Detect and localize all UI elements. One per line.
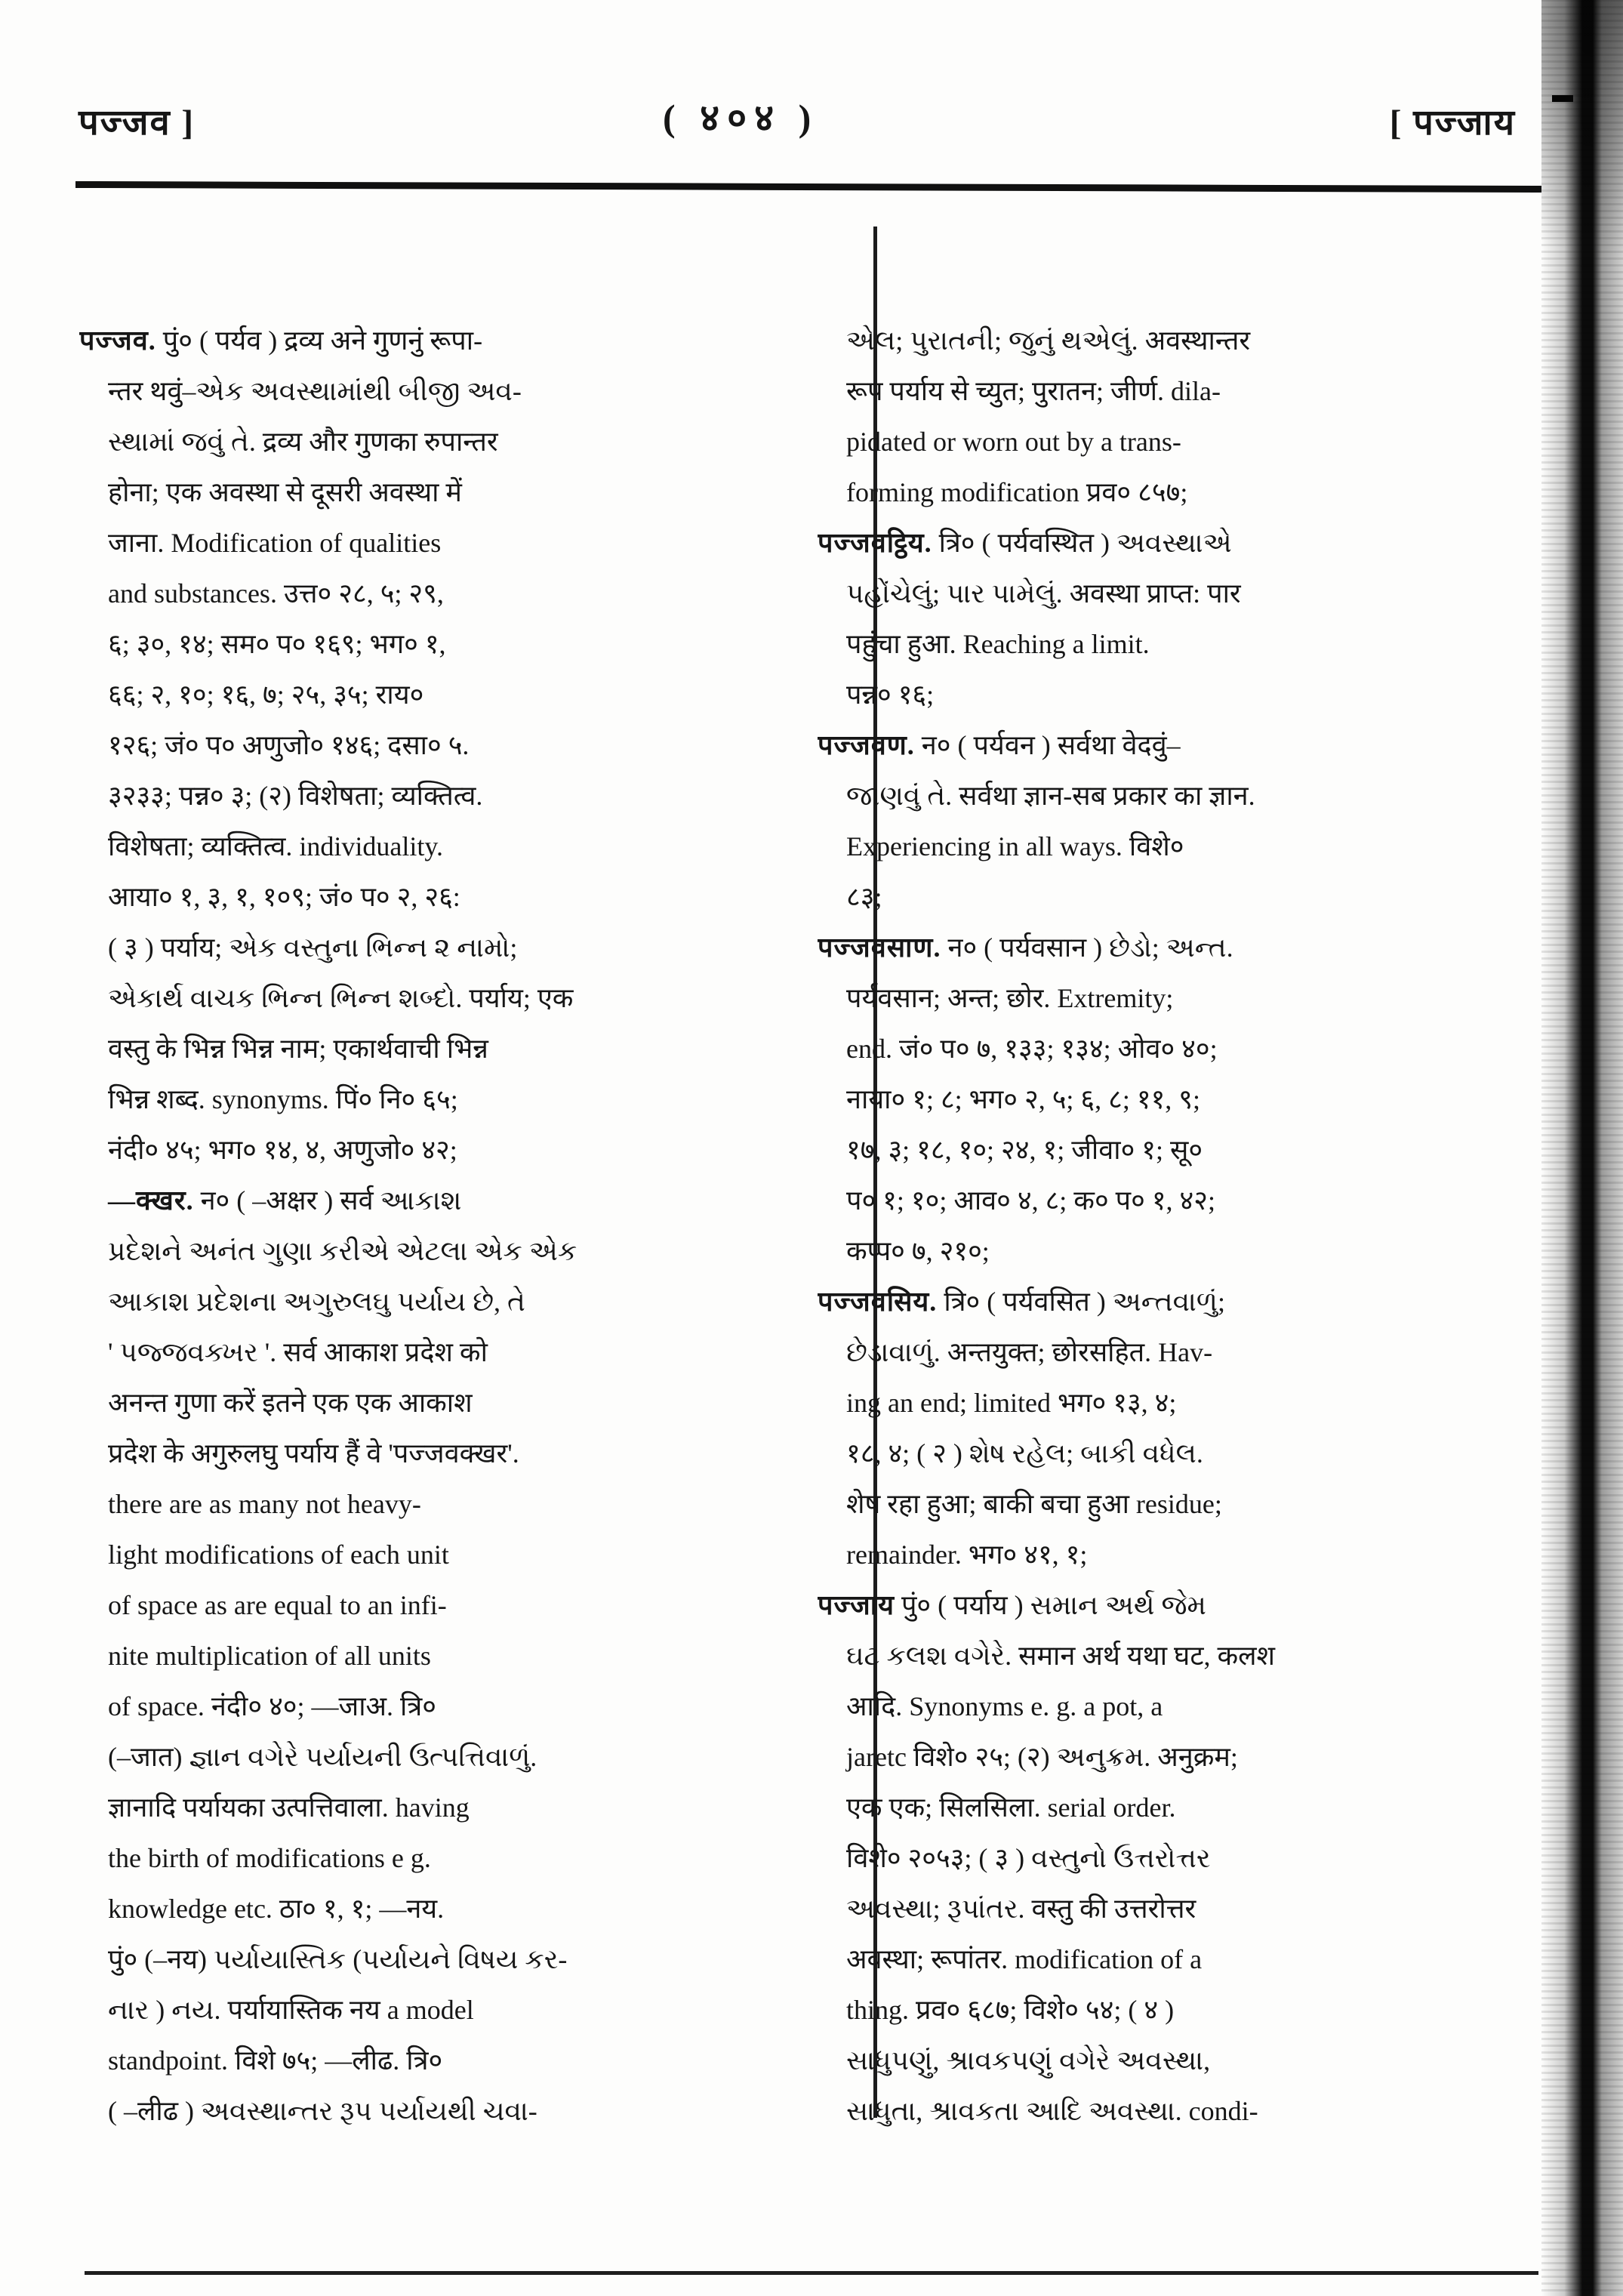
line-text: विशे० २०५३; ( ३ ) વસ્તુનો ઉત્તરોત્તર <box>846 1843 1211 1873</box>
line-text: पुं० ( पर्यव ) द्रव्य अने गुणनुं रूपा- <box>156 325 483 356</box>
text-line <box>818 1024 1540 1074</box>
text-line <box>818 1732 1540 1783</box>
line-text: नंदी० ४५; भग० १४, ४, अणुजो० ४२; <box>108 1135 457 1165</box>
line-text: સાધુપણું, શ્રાવકપણું વગેરે અવસ્થા, <box>846 2045 1211 2076</box>
text-line <box>818 1176 1540 1226</box>
text-line <box>79 1783 787 1833</box>
line-text: प० १; १०; आव० ४, ८; क० प० १, ४२; <box>846 1185 1215 1216</box>
text-line <box>79 1378 787 1428</box>
text-line <box>79 923 787 973</box>
line-text: remainder. भग० ४१, १; <box>846 1539 1088 1570</box>
line-text: ६; ३०, १४; सम० प० १६९; भग० १, <box>108 629 446 659</box>
left-column <box>79 316 787 2137</box>
text-line <box>79 417 787 467</box>
line-text: there are as many not heavy- <box>108 1489 421 1519</box>
entry-headword: —क्खर. <box>108 1185 194 1216</box>
line-text: १२६; जं० प० अणुजो० १४६; दसा० ५. <box>108 730 470 760</box>
text-line <box>79 2036 787 2086</box>
line-text: છેડાવાળું. अन्तयुक्त; छोरसहित. Hav- <box>846 1337 1213 1367</box>
line-text: प्रदेश के अगुरुलघु पर्याय हैं वे 'पज्जवक्खर'. <box>108 1438 519 1469</box>
text-line <box>818 1985 1540 2036</box>
text-line <box>79 1985 787 2036</box>
header-right-catchword: [ पज्जाय <box>1389 103 1516 143</box>
text-line <box>818 1580 1540 1631</box>
line-text: नाया० १; ८; भग० २, ५; ६, ८; ११, ९; <box>846 1084 1201 1114</box>
text-line <box>818 1783 1540 1833</box>
bottom-edge-line <box>85 2271 1538 2275</box>
text-line <box>79 1530 787 1580</box>
right-column <box>818 316 1540 2137</box>
text-line <box>79 1580 787 1631</box>
line-text: અવસ્થા; રૂપાંતર. वस्तु की उत्तरोत्तर <box>846 1894 1196 1924</box>
line-text: न० ( –अक्षर ) सर्व આકાશ <box>193 1185 462 1216</box>
entry-headword: पज्जवसाण. <box>818 932 941 963</box>
text-line <box>79 1125 787 1176</box>
line-text: and substances. उत्त० २८, ५; २९, <box>108 578 444 609</box>
text-line <box>79 1327 787 1378</box>
header-left-catchword: पज्जव ] <box>79 103 195 143</box>
text-line <box>79 720 787 771</box>
text-line <box>79 1277 787 1327</box>
text-line <box>79 316 787 366</box>
line-text: ( ३ ) पर्याय; એક વસ્તુના ભિન્ન ૨ નામો; <box>108 932 518 963</box>
line-text: ३२३३; पन्न० ३; (२) विशेषता; व्यक्तित्व. <box>108 781 483 811</box>
line-text: thing. प्रव० ६८७; विशे० ५४; ( ४ ) <box>846 1995 1175 2025</box>
line-text: સ્થામાં જવું તે. द्रव्य और गुणका रुपान्तर <box>108 427 498 457</box>
line-text: पहुंचा हुआ. Reaching a limit. <box>846 629 1150 659</box>
text-line <box>818 1530 1540 1580</box>
line-text: न० ( पर्यवसान ) છેડો; અન્ત. <box>941 932 1233 963</box>
text-line <box>818 2036 1540 2086</box>
text-line <box>818 1378 1540 1428</box>
line-text: પહોંચેલું; પાર પામેલું. अवस्था प्राप्त: पार <box>846 578 1241 609</box>
line-text: पर्यवसान; अन्त; छोर. Extremity; <box>846 983 1174 1013</box>
entry-headword: पज्जवण. <box>818 730 915 760</box>
scan-edge-band <box>1541 0 1623 2296</box>
edge-dash-mark <box>1552 95 1573 102</box>
line-text: जाना. Modification of qualities <box>108 528 442 558</box>
line-text: ८३; <box>846 882 882 912</box>
text-line <box>79 1934 787 1985</box>
text-line <box>818 1125 1540 1176</box>
line-text: अवस्था; रूपांतर. modification of a <box>846 1944 1203 1974</box>
text-line <box>818 1681 1540 1732</box>
line-text: એકાર્થ વાચક ભિન્ન ભિન્ન શબ્દો. पर्याय; एक <box>108 983 574 1013</box>
text-line <box>818 569 1540 619</box>
line-text: ज्ञानादि पर्यायका उत्पत्तिवाला. having <box>108 1792 470 1823</box>
text-line <box>818 821 1540 872</box>
text-line <box>818 771 1540 821</box>
text-line <box>79 872 787 923</box>
text-line <box>818 1226 1540 1277</box>
line-text: भिन्न शब्द. synonyms. पिं० नि० ६५; <box>108 1084 458 1114</box>
line-text: light modifications of each unit <box>108 1539 449 1570</box>
page-number: ( ४०४ ) <box>663 97 819 139</box>
text-line <box>79 1176 787 1226</box>
line-text: आया० १, ३, १, १०९; जं० प० २, २६: <box>108 882 460 912</box>
line-text: of space. नंदी० ४०; —जाअ. त्रि० <box>108 1691 436 1721</box>
line-text: त्रि० ( पर्यवस्थित ) અવસ્થાએ <box>932 528 1232 558</box>
line-text: ing an end; limited भग० १३, ४; <box>846 1388 1177 1418</box>
text-line <box>818 1631 1540 1681</box>
line-text: पुं० (–नय) પર્યાયાસ્તિક (પર્યાયને વિષય કર- <box>108 1944 568 1974</box>
line-text: એલ; પુરાતની; જુનું થએલું. अवस्थान्तर <box>846 325 1251 356</box>
line-text: विशेषता; व्यक्तित्व. individuality. <box>108 831 444 861</box>
text-line <box>818 720 1540 771</box>
text-line <box>818 1833 1540 1884</box>
line-text: (–जात) જ્ઞાન વગેરે પર્યાયની ઉત્પત્તિવાળું. <box>108 1742 537 1772</box>
line-text: पन्न० १६; <box>846 680 935 710</box>
text-line <box>818 619 1540 670</box>
line-text: न्तर थवुं–એક અવસ્થામાંથી બીજી અવ- <box>108 376 522 406</box>
line-text: ( –लीढ ) અવસ્થાન્તર રૂપ પર્યાયથી ચવા- <box>108 2096 537 2126</box>
text-line <box>79 366 787 417</box>
text-line <box>79 670 787 720</box>
entry-headword: पज्जवसिय. <box>818 1287 938 1317</box>
line-text: शेष रहा हुआ; बाकी बचा हुआ residue; <box>846 1489 1222 1519</box>
line-text: આકાશ પ્રદેશના અગુરુલઘુ પર્યાય છે, તે <box>108 1287 525 1317</box>
line-text: jaretc विशे० २५; (२) અનુક્રમ. अनुक्रम; <box>846 1742 1238 1772</box>
text-line <box>79 1479 787 1530</box>
text-line <box>79 973 787 1024</box>
text-line <box>818 1277 1540 1327</box>
text-line <box>818 518 1540 569</box>
line-text: of space as are equal to an infi- <box>108 1590 447 1620</box>
text-line <box>79 1631 787 1681</box>
text-line <box>818 670 1540 720</box>
line-text: ઘટ કલશ વગેરે. समान अर्थ यथा घट, कलश <box>846 1641 1276 1671</box>
text-line <box>818 872 1540 923</box>
text-line <box>79 771 787 821</box>
text-line <box>79 518 787 569</box>
line-text: वस्तु के भिन्न भिन्न नाम; एकार्थवाची भिन्न <box>108 1034 488 1064</box>
text-line <box>79 569 787 619</box>
line-text: નાર ) નય. पर्यायास्तिक नय a model <box>108 1995 474 2025</box>
line-text: १७, ३; १८, १०; २४, १; जीवा० १; सू० <box>846 1135 1203 1165</box>
line-text: પ્રદેશને અનંત ગુણા કરીએ એટલા એક એક <box>108 1236 577 1266</box>
text-line <box>79 1833 787 1884</box>
text-line <box>818 417 1540 467</box>
text-line <box>79 2086 787 2137</box>
line-text: आदि. Synonyms e. g. a pot, a <box>846 1691 1163 1721</box>
line-text: standpoint. विशे ७५; —लीढ. त्रि० <box>108 2045 443 2076</box>
text-line <box>818 1479 1540 1530</box>
text-line <box>818 1428 1540 1479</box>
line-text: होना; एक अवस्था से दूसरी अवस्था में <box>108 477 462 507</box>
header-rule <box>75 181 1541 193</box>
text-line <box>79 1024 787 1074</box>
text-line <box>818 2086 1540 2137</box>
line-text: कप्प० ७, २१०; <box>846 1236 990 1266</box>
line-text: रूप पर्याय से च्युत; पुरातन; जीर्ण. dila- <box>846 376 1221 406</box>
line-text: જાણવું તે. सर्वथा ज्ञान-सब प्रकार का ज्ञान. <box>846 781 1255 811</box>
line-text: त्रि० ( पर्यवसित ) અન્તવાળું; <box>937 1287 1225 1317</box>
text-line <box>79 1732 787 1783</box>
text-line <box>818 467 1540 518</box>
line-text: ' પજ્જવક્ખર '. सर्व आकाश प्रदेश को <box>108 1337 488 1367</box>
text-line <box>79 619 787 670</box>
line-text: end. जं० प० ७, १३३; १३४; ओव० ४०; <box>846 1034 1218 1064</box>
line-text: forming modification प्रव० ८५७; <box>846 477 1188 507</box>
line-text: pidated or worn out by a trans- <box>846 427 1181 457</box>
line-text: न० ( पर्यवन ) सर्वथा वेदवुं– <box>914 730 1181 760</box>
line-text: the birth of modifications e g. <box>108 1843 431 1873</box>
entry-headword: पज्जाय <box>818 1590 895 1620</box>
text-line <box>79 1428 787 1479</box>
text-line <box>79 1884 787 1934</box>
entry-headword: पज्जवट्ठिय. <box>818 528 932 558</box>
line-text: સાધુતા, શ્રાવકતા આદિ અવસ્થા. condi- <box>846 2096 1258 2126</box>
line-text: पुं० ( पर्याय ) સમાન અર્થ જેમ <box>894 1590 1206 1620</box>
text-line <box>818 1884 1540 1934</box>
line-text: nite multiplication of all units <box>108 1641 431 1671</box>
text-line <box>818 973 1540 1024</box>
text-line <box>818 1327 1540 1378</box>
text-line <box>818 1074 1540 1125</box>
text-line <box>79 1074 787 1125</box>
text-line <box>79 467 787 518</box>
line-text: knowledge etc. ठा० १, १; —नय. <box>108 1894 445 1924</box>
text-line <box>79 1226 787 1277</box>
line-text: अनन्त गुणा करें इतने एक एक आकाश <box>108 1388 473 1418</box>
text-line <box>79 1681 787 1732</box>
text-line <box>79 821 787 872</box>
text-line <box>818 366 1540 417</box>
line-text: १८, ४; ( २ ) શેષ રહેલ; બાકી વધેલ. <box>846 1438 1203 1469</box>
entry-headword: पज्जव. <box>79 325 156 356</box>
text-line <box>818 316 1540 366</box>
text-line <box>818 923 1540 973</box>
line-text: एक एक; सिलसिला. serial order. <box>846 1792 1176 1823</box>
line-text: Experiencing in all ways. विशे० <box>846 831 1184 861</box>
line-text: ६६; २, १०; १६, ७; २५, ३५; राय० <box>108 680 424 710</box>
text-line <box>818 1934 1540 1985</box>
